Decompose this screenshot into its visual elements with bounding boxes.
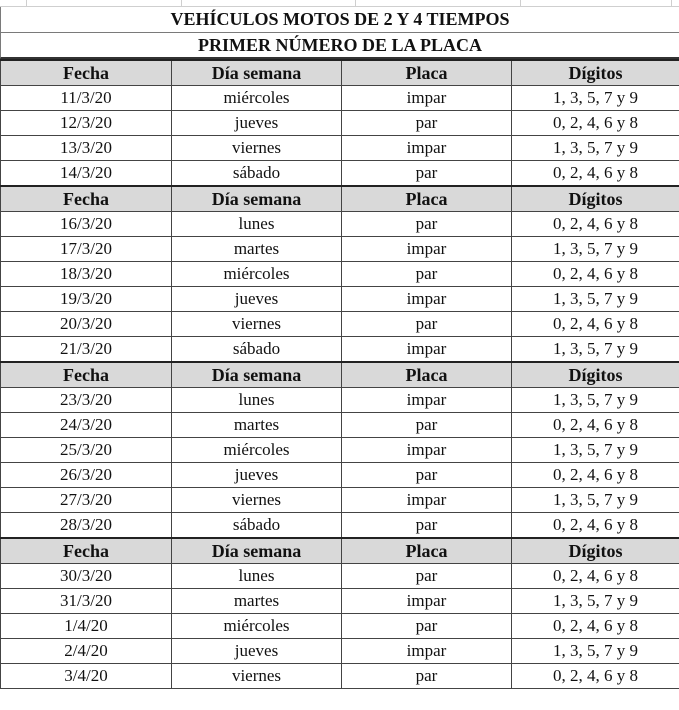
- cell-digitos: 0, 2, 4, 6 y 8: [512, 513, 679, 539]
- table-row: [1, 337, 679, 363]
- cell-placa: impar: [342, 589, 512, 614]
- table-row: [1, 161, 679, 187]
- cell-fecha: 16/3/20: [1, 212, 172, 237]
- cell-placa: par: [342, 212, 512, 237]
- cell-placa: par: [342, 161, 512, 187]
- column-header-placa: Placa: [342, 186, 512, 212]
- cell-dia-semana: miércoles: [172, 438, 342, 463]
- cell-fecha: 30/3/20: [1, 564, 172, 589]
- table-title: VEHÍCULOS MOTOS DE 2 Y 4 TIEMPOS: [0, 7, 679, 33]
- cell-digitos: 0, 2, 4, 6 y 8: [512, 111, 679, 136]
- table-row: [1, 614, 679, 639]
- cell-placa: par: [342, 312, 512, 337]
- table-row: [1, 212, 679, 237]
- cell-placa: par: [342, 463, 512, 488]
- cell-placa: par: [342, 614, 512, 639]
- cell-dia-semana: miércoles: [172, 262, 342, 287]
- cell-dia-semana: miércoles: [172, 86, 342, 111]
- cell-digitos: 0, 2, 4, 6 y 8: [512, 664, 679, 689]
- column-header-digitos: Dígitos: [512, 186, 679, 212]
- cell-dia-semana: lunes: [172, 388, 342, 413]
- cell-digitos: 1, 3, 5, 7 y 9: [512, 589, 679, 614]
- column-header-placa: Placa: [342, 60, 512, 86]
- cell-digitos: 1, 3, 5, 7 y 9: [512, 438, 679, 463]
- column-header-placa: Placa: [342, 362, 512, 388]
- cell-placa: par: [342, 513, 512, 539]
- cell-digitos: 1, 3, 5, 7 y 9: [512, 388, 679, 413]
- table-row: [1, 312, 679, 337]
- table-row: [1, 564, 679, 589]
- cell-digitos: 0, 2, 4, 6 y 8: [512, 262, 679, 287]
- cell-dia-semana: lunes: [172, 564, 342, 589]
- table-row: [1, 488, 679, 513]
- cell-digitos: 0, 2, 4, 6 y 8: [512, 312, 679, 337]
- header-row: [1, 60, 679, 86]
- table-row: [1, 413, 679, 438]
- column-header-dia-semana: Día semana: [172, 538, 342, 564]
- table-row: [1, 287, 679, 312]
- cell-fecha: 1/4/20: [1, 614, 172, 639]
- cell-fecha: 19/3/20: [1, 287, 172, 312]
- cell-dia-semana: jueves: [172, 111, 342, 136]
- cell-fecha: 23/3/20: [1, 388, 172, 413]
- cell-dia-semana: miércoles: [172, 614, 342, 639]
- cell-dia-semana: martes: [172, 413, 342, 438]
- cell-fecha: 25/3/20: [1, 438, 172, 463]
- cell-digitos: 0, 2, 4, 6 y 8: [512, 463, 679, 488]
- cell-digitos: 0, 2, 4, 6 y 8: [512, 212, 679, 237]
- cell-digitos: 0, 2, 4, 6 y 8: [512, 564, 679, 589]
- cell-placa: impar: [342, 488, 512, 513]
- pico-y-placa-table: [0, 59, 679, 689]
- cell-fecha: 26/3/20: [1, 463, 172, 488]
- cell-dia-semana: jueves: [172, 287, 342, 312]
- cell-placa: impar: [342, 337, 512, 363]
- cell-placa: impar: [342, 438, 512, 463]
- table-row: [1, 589, 679, 614]
- table-row: [1, 438, 679, 463]
- cell-digitos: 1, 3, 5, 7 y 9: [512, 639, 679, 664]
- cell-placa: impar: [342, 639, 512, 664]
- cell-digitos: 0, 2, 4, 6 y 8: [512, 413, 679, 438]
- cell-fecha: 18/3/20: [1, 262, 172, 287]
- cell-fecha: 28/3/20: [1, 513, 172, 539]
- header-row: [1, 186, 679, 212]
- cell-dia-semana: jueves: [172, 463, 342, 488]
- cell-dia-semana: sábado: [172, 513, 342, 539]
- cell-fecha: 11/3/20: [1, 86, 172, 111]
- cell-digitos: 1, 3, 5, 7 y 9: [512, 136, 679, 161]
- table-row: [1, 664, 679, 689]
- cell-dia-semana: martes: [172, 237, 342, 262]
- cell-fecha: 3/4/20: [1, 664, 172, 689]
- header-row: [1, 538, 679, 564]
- cell-placa: par: [342, 564, 512, 589]
- cell-fecha: 17/3/20: [1, 237, 172, 262]
- table-row: [1, 513, 679, 539]
- table-body: [1, 60, 679, 689]
- cell-dia-semana: viernes: [172, 488, 342, 513]
- cell-fecha: 13/3/20: [1, 136, 172, 161]
- cell-dia-semana: martes: [172, 589, 342, 614]
- cell-dia-semana: lunes: [172, 212, 342, 237]
- cell-placa: impar: [342, 287, 512, 312]
- column-header-dia-semana: Día semana: [172, 60, 342, 86]
- cell-digitos: 0, 2, 4, 6 y 8: [512, 614, 679, 639]
- column-header-fecha: Fecha: [1, 186, 172, 212]
- cell-placa: impar: [342, 86, 512, 111]
- table-row: [1, 86, 679, 111]
- column-header-fecha: Fecha: [1, 60, 172, 86]
- header-row: [1, 362, 679, 388]
- cell-fecha: 2/4/20: [1, 639, 172, 664]
- table-row: [1, 463, 679, 488]
- column-header-placa: Placa: [342, 538, 512, 564]
- column-header-fecha: Fecha: [1, 362, 172, 388]
- cell-digitos: 1, 3, 5, 7 y 9: [512, 86, 679, 111]
- cell-dia-semana: viernes: [172, 664, 342, 689]
- cell-placa: par: [342, 413, 512, 438]
- cell-dia-semana: sábado: [172, 161, 342, 187]
- cell-digitos: 1, 3, 5, 7 y 9: [512, 287, 679, 312]
- cell-fecha: 24/3/20: [1, 413, 172, 438]
- cell-digitos: 1, 3, 5, 7 y 9: [512, 337, 679, 363]
- column-header-digitos: Dígitos: [512, 60, 679, 86]
- cell-dia-semana: sábado: [172, 337, 342, 363]
- cell-placa: par: [342, 111, 512, 136]
- table-row: [1, 136, 679, 161]
- table-row: [1, 237, 679, 262]
- table-row: [1, 388, 679, 413]
- cell-fecha: 21/3/20: [1, 337, 172, 363]
- column-header-fecha: Fecha: [1, 538, 172, 564]
- table-subtitle: PRIMER NÚMERO DE LA PLACA: [0, 33, 679, 59]
- cell-fecha: 20/3/20: [1, 312, 172, 337]
- table-row: [1, 111, 679, 136]
- table-row: [1, 262, 679, 287]
- column-header-digitos: Dígitos: [512, 538, 679, 564]
- cell-placa: par: [342, 262, 512, 287]
- cell-digitos: 0, 2, 4, 6 y 8: [512, 161, 679, 187]
- cell-placa: impar: [342, 237, 512, 262]
- cell-dia-semana: viernes: [172, 136, 342, 161]
- cell-fecha: 14/3/20: [1, 161, 172, 187]
- column-header-dia-semana: Día semana: [172, 186, 342, 212]
- cell-digitos: 1, 3, 5, 7 y 9: [512, 488, 679, 513]
- column-header-digitos: Dígitos: [512, 362, 679, 388]
- cell-fecha: 31/3/20: [1, 589, 172, 614]
- cell-dia-semana: jueves: [172, 639, 342, 664]
- cell-fecha: 27/3/20: [1, 488, 172, 513]
- sheet-top-edge: [0, 0, 679, 7]
- cell-placa: impar: [342, 136, 512, 161]
- cell-placa: impar: [342, 388, 512, 413]
- column-header-dia-semana: Día semana: [172, 362, 342, 388]
- cell-fecha: 12/3/20: [1, 111, 172, 136]
- cell-dia-semana: viernes: [172, 312, 342, 337]
- table-row: [1, 639, 679, 664]
- cell-digitos: 1, 3, 5, 7 y 9: [512, 237, 679, 262]
- cell-placa: par: [342, 664, 512, 689]
